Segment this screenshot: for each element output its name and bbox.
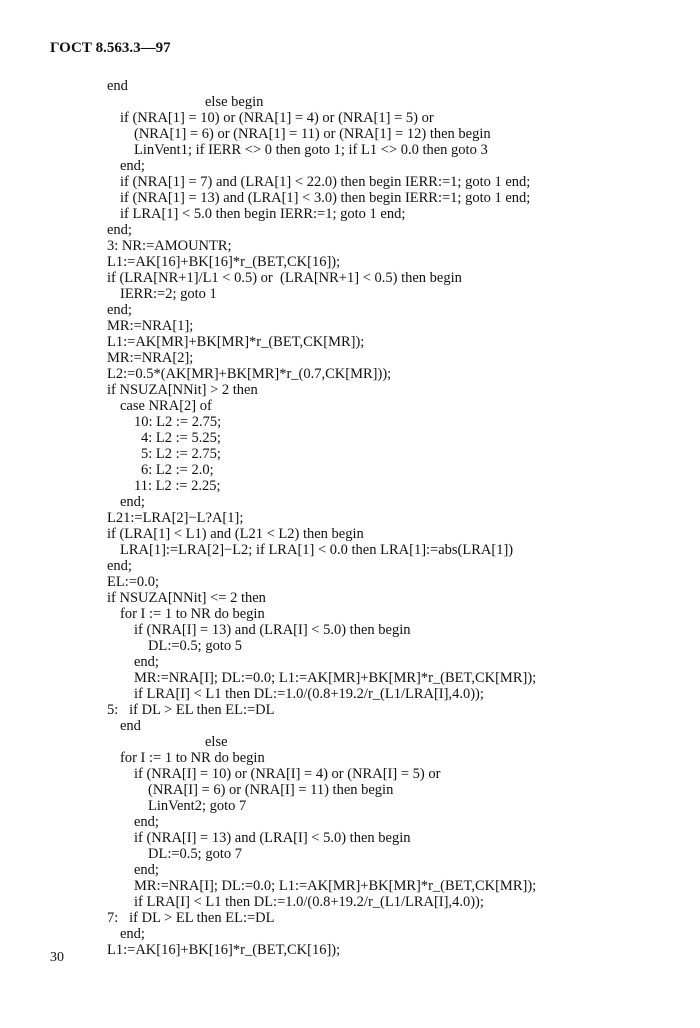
code-line: end; — [134, 814, 159, 830]
code-line: 3: NR:=AMOUNTR; — [107, 238, 232, 254]
code-line: if LRA[I] < L1 then DL:=1.0/(0.8+19.2/r_(L1/LRA[I],4.0)); — [134, 686, 484, 702]
code-line: 10: L2 := 2.75; — [134, 414, 222, 430]
code-line: EL:=0.0; — [107, 574, 160, 590]
code-line: LRA[1]:=LRA[2]−L2; if LRA[1] < 0.0 then LRA[1]:=abs(LRA[1]) — [120, 542, 514, 558]
code-line: for I := 1 to NR do begin — [120, 750, 265, 766]
code-line: end; — [120, 158, 145, 174]
code-line: if (LRA[NR+1]/L1 < 0.5) or (LRA[NR+1] < 0.5) then begin — [107, 270, 462, 286]
code-line: 5: if DL > EL then EL:=DL — [107, 702, 275, 718]
code-line: L1:=AK[16]+BK[16]*r_(BET,CK[16]); — [107, 942, 341, 958]
code-line: end; — [120, 494, 145, 510]
code-line: 4: L2 := 5.25; — [141, 430, 221, 446]
code-line: 6: L2 := 2.0; — [141, 462, 214, 478]
code-line: 7: if DL > EL then EL:=DL — [107, 910, 275, 926]
code-line: LinVent2; goto 7 — [148, 798, 247, 814]
code-line: (NRA[I] = 6) or (NRA[I] = 11) then begin — [148, 782, 394, 798]
code-line: L21:=LRA[2]−L?A[1]; — [107, 510, 244, 526]
code-line: if (NRA[I] = 13) and (LRA[I] < 5.0) then begin — [134, 830, 411, 846]
code-line: if LRA[I] < L1 then DL:=1.0/(0.8+19.2/r_(L1/LRA[I],4.0)); — [134, 894, 484, 910]
code-line: if (NRA[1] = 7) and (LRA[1] < 22.0) then begin IERR:=1; goto 1 end; — [120, 174, 531, 190]
code-line: L2:=0.5*(AK[MR]+BK[MR]*r_(0.7,CK[MR])); — [107, 366, 392, 382]
code-line: L1:=AK[MR]+BK[MR]*r_(BET,CK[MR]); — [107, 334, 365, 350]
code-line: 11: L2 := 2.25; — [134, 478, 221, 494]
page-number: 30 — [50, 950, 64, 965]
document-header: ГОСТ 8.563.3—97 — [50, 40, 171, 56]
code-line: IERR:=2; goto 1 — [120, 286, 217, 302]
code-line: if (LRA[1] < L1) and (L21 < L2) then begin — [107, 526, 364, 542]
code-line: end; — [134, 862, 159, 878]
code-line: end — [107, 78, 128, 94]
code-line: end; — [107, 302, 132, 318]
code-line: if LRA[1] < 5.0 then begin IERR:=1; goto 1 end; — [120, 206, 406, 222]
code-line: MR:=NRA[I]; DL:=0.0; L1:=AK[MR]+BK[MR]*r_(BET,CK[MR]); — [134, 670, 537, 686]
code-line: LinVent1; if IERR <> 0 then goto 1; if L1 <> 0.0 then goto 3 — [134, 142, 488, 158]
code-line: MR:=NRA[2]; — [107, 350, 194, 366]
code-line: L1:=AK[16]+BK[16]*r_(BET,CK[16]); — [107, 254, 341, 270]
code-line: end; — [134, 654, 159, 670]
code-line: for I := 1 to NR do begin — [120, 606, 265, 622]
code-line: if NSUZA[NNit] > 2 then — [107, 382, 258, 398]
code-line: else begin — [205, 94, 264, 110]
code-line: if (NRA[1] = 13) and (LRA[1] < 3.0) then begin IERR:=1; goto 1 end; — [120, 190, 531, 206]
code-line: end; — [107, 558, 132, 574]
code-line: if (NRA[1] = 10) or (NRA[1] = 4) or (NRA[1] = 5) or — [120, 110, 434, 126]
code-line: DL:=0.5; goto 5 — [148, 638, 242, 654]
code-line: if (NRA[I] = 10) or (NRA[I] = 4) or (NRA[I] = 5) or — [134, 766, 441, 782]
code-line: if (NRA[I] = 13) and (LRA[I] < 5.0) then begin — [134, 622, 411, 638]
code-line: 5: L2 := 2.75; — [141, 446, 221, 462]
code-line: end — [120, 718, 141, 734]
code-line: end; — [120, 926, 145, 942]
code-line: DL:=0.5; goto 7 — [148, 846, 242, 862]
code-line: case NRA[2] of — [120, 398, 212, 414]
code-line: MR:=NRA[I]; DL:=0.0; L1:=AK[MR]+BK[MR]*r_(BET,CK[MR]); — [134, 878, 537, 894]
code-line: else — [205, 734, 228, 750]
code-line: end; — [107, 222, 132, 238]
code-line: (NRA[1] = 6) or (NRA[1] = 11) or (NRA[1] = 12) then begin — [134, 126, 491, 142]
code-line: MR:=NRA[1]; — [107, 318, 194, 334]
code-line: if NSUZA[NNit] <= 2 then — [107, 590, 266, 606]
